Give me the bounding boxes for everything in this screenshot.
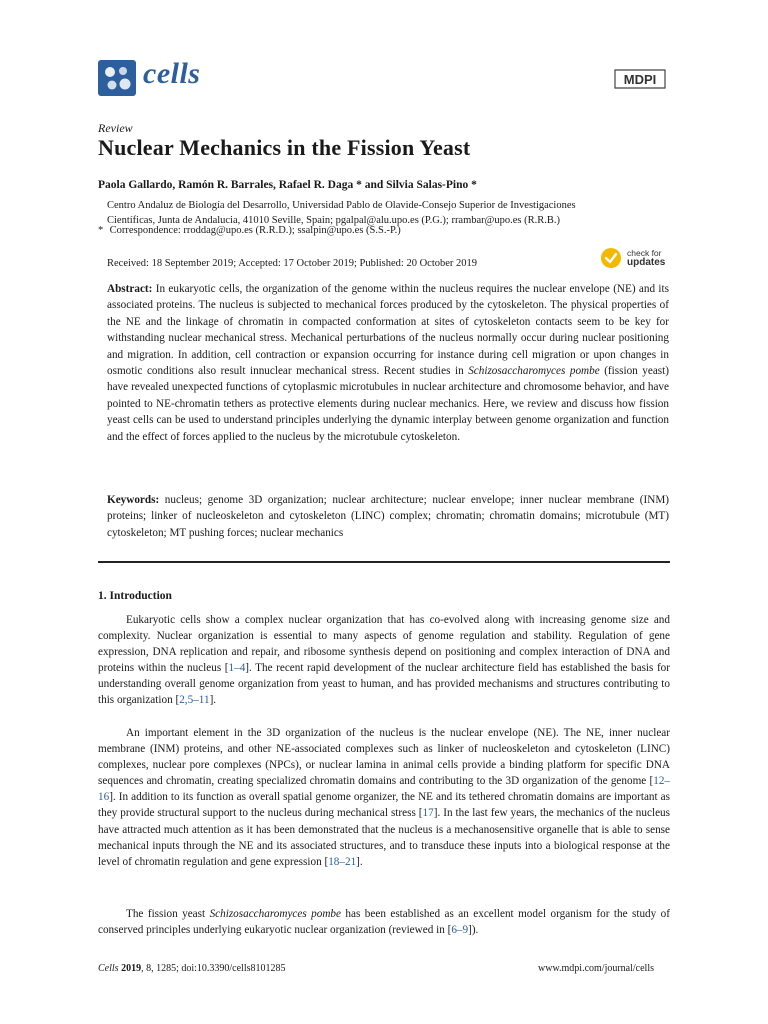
paragraph-text: ]. In the last few years, the mechanics of the nucleus have attracted much attention as it has been demonstrated that the nucleus is a mechanosensitive organelle that is able to sense mechanical inputs through the NE and its associated structures, and to transduce these inputs into a biological response at the level of chromatin regulation and gene expression [	[98, 807, 670, 868]
abstract-label: Abstract:	[107, 283, 153, 295]
section-divider	[98, 561, 670, 563]
keywords-text: nucleus; genome 3D organization; nuclear architecture; nuclear envelope; inner nuclear membrane (INM) proteins; linker of nucleoskeleton and cytoskeleton (LINC) complex; chromatin; chromatin domains; microtubule (MT) cytoskeleton; MT pushing forces; nuclear mechanics	[107, 494, 669, 539]
correspondence-star: *	[98, 225, 104, 236]
paragraph-text: The fission yeast	[126, 908, 210, 920]
publisher-name: MDPI	[623, 72, 657, 87]
abstract-text: In eukaryotic cells, the organization of the genome within the nucleus requires the nuclear envelope (NE) and its associated proteins. The nucleus is subjected to mechanical forces produced by the cytoskeleton. The physical properties of the NE and the linkage of chromatin in compacted conformation at sites of cytoskeleton contacts seem to be key for withstanding nuclear mechanical stress. Mechanical perturbations of the nucleus normally occur during nuclear positioning and migration. In addition, cell contraction or expansion occurring for instance during cell migration or upon changes in osmotic conditions also result innuclear mechanical stress. Recent studies in	[107, 283, 670, 378]
intro-paragraph-2	[98, 725, 670, 870]
paragraph-text: ]).	[468, 924, 479, 937]
paragraph-text: ]. In addition to its function as overall spatial genome organizer, the NE and its tethered chromatin domains are important as they provide structural support to the nucleus during mechanical stress [	[98, 791, 670, 820]
publication-dates: Received: 18 September 2019; Accepted: 17 October 2019; Published: 20 October 2019	[107, 258, 478, 269]
affiliation	[107, 198, 687, 228]
paragraph-text: has been established as an excellent model organism for the study of conserved principles underlying eukaryotic nuclear organization (reviewed in [	[98, 908, 671, 937]
abstract-text: (fission yeast) have revealed unexpected functions of cytoplasmic microtubules in nuclear architecture and chromosome behavior, and have pointed to NE-chromatin tethers as protective elements during nuclear mechanics. Here, we review and discuss how fission yeast cells can be used to understand principles underlying the dynamic interplay between genome organization and function and the effect of forces applied to the nucleus by the microtubule cytoskeleton.	[107, 365, 669, 443]
citation-link[interactable]: 1–4	[228, 662, 246, 675]
citation-link[interactable]: 12–16	[98, 775, 670, 804]
affiliation-line: Científicas, Junta de Andalucia, 41010 Seville, Spain; pgalpal@alu.upo.es (P.G.); rrambar@upo.es (R.R.B.)	[107, 215, 560, 226]
paragraph-text: Eukaryotic cells show a complex nuclear organization that has co-evolved along with increasing genome size and complexity. Nuclear organization is essential to many aspects of genome regulation and stability. Regulation of gene expression, DNA replication and repair, and ribosome synthesis depend on positioning and complex interaction of DNA and proteins within the nucleus [	[98, 614, 670, 675]
check-for-updates-icon[interactable]	[600, 247, 622, 269]
publisher-logo	[612, 68, 668, 90]
citation-link[interactable]: 18–21	[328, 855, 357, 868]
species-name: Schizosaccharomyces pombe	[209, 908, 341, 920]
paragraph-text: ].	[209, 694, 217, 707]
check-for-updates-label[interactable]	[627, 249, 665, 267]
article-title: Nuclear Mechanics in the Fission Yeast	[98, 135, 471, 160]
citation-link[interactable]: 6–9	[451, 924, 469, 937]
correspondence	[98, 225, 401, 236]
check-for-updates-line2: updates	[627, 257, 666, 268]
intro-paragraph-1	[98, 612, 670, 709]
journal-logo-icon	[98, 60, 136, 96]
citation-link[interactable]: 2,5–11	[179, 694, 210, 707]
species-name: Schizosaccharomyces pombe	[468, 365, 600, 378]
footer-url[interactable]: www.mdpi.com/journal/cells	[538, 963, 654, 974]
journal-name: cells	[143, 57, 201, 90]
section-heading: 1. Introduction	[98, 590, 172, 602]
check-for-updates-line1: check for	[627, 248, 662, 258]
footer-citation-rest: , 8, 1285; doi:10.3390/cells8101285	[141, 963, 286, 974]
paragraph-text: An important element in the 3D organization of the nucleus is the nuclear envelope (NE). The NE, inner nuclear membrane (INM) proteins, and other NE-associated complexes such as linker of nucleoskeleton and cytoskeleton (LINC) complexes, nuclear pore complexes (NPCs), or nuclear lamina in animal cells provide a binding platform for specific DNA sequences and chromatin, creating specialized chromatin domains and contributing to the 3D organization of the genome [	[98, 727, 670, 788]
citation-link[interactable]: 17	[422, 807, 434, 820]
author-list: Paola Gallardo, Ramón R. Barrales, Rafael R. Daga * and Silvia Salas-Pino *	[98, 179, 477, 191]
paragraph-text: ]. The recent rapid development of the nuclear architecture field has established the basis for understanding overall genome organization from yeast to human, and has provided mechanisms and structures contributing to this organization [	[98, 662, 671, 707]
keywords	[107, 492, 669, 541]
correspondence-text: Correspondence: rroddag@upo.es (R.R.D.); ssalpin@upo.es (S.S.-P.)	[109, 225, 401, 236]
footer-journal: Cells	[98, 963, 119, 974]
paragraph-text: ].	[356, 855, 363, 868]
intro-paragraph-3	[98, 906, 670, 938]
article-type: Review	[98, 121, 133, 135]
footer-year: 2019	[121, 963, 142, 974]
keywords-label: Keywords:	[107, 494, 160, 506]
footer-citation	[98, 963, 286, 974]
abstract	[107, 281, 669, 445]
affiliation-line: Centro Andaluz de Biología del Desarrollo, Universidad Pablo de Olavide-Consejo Superior de Investigaciones	[107, 200, 576, 211]
